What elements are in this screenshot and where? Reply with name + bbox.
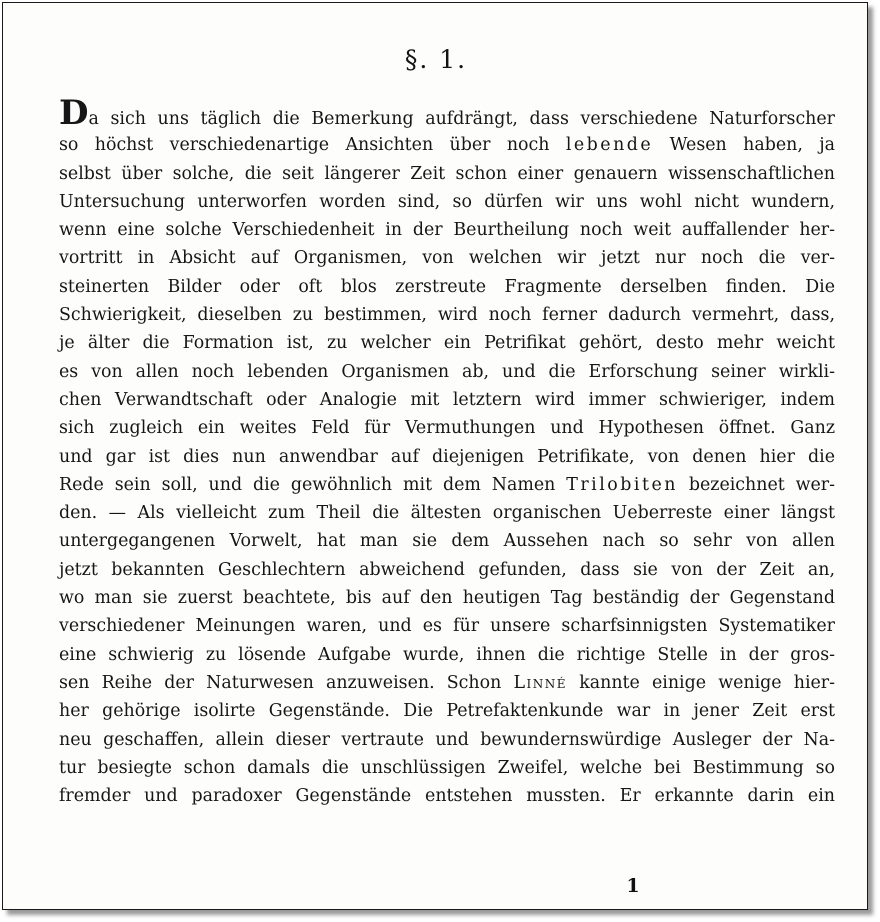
text-line: es von allen noch lebenden Organismen ab, und die Erforschung seiner wirkli- xyxy=(59,361,835,382)
text-line: wo man sie zuerst beachtete, bis auf den heutigen Tag beständig der Gegenstand xyxy=(59,588,835,609)
text-line xyxy=(59,669,835,697)
text-run: kannte einige wenige hier- xyxy=(567,672,835,693)
text-line xyxy=(59,471,835,499)
text-line: Untersuchung unterworfen worden sind, so dürfen wir uns wohl nicht wundern, xyxy=(59,191,835,212)
text-line: neu geschaffen, allein dieser vertraute und bewundernswürdige Ausleger der Na- xyxy=(59,729,835,750)
text-line: untergegangenen Vorwelt, hat man sie dem Aussehen nach so sehr von allen xyxy=(59,531,835,552)
text-line: tur besiegte schon damals die unschlüssigen Zweifel, welche bei Bestimmung so xyxy=(59,757,835,778)
text-line xyxy=(59,131,835,159)
text-run: a sich uns täglich die Bemerkung aufdrängt, dass verschiedene Naturforscher xyxy=(88,109,835,129)
page-number: 1 xyxy=(626,875,640,897)
drop-initial: D xyxy=(59,93,89,133)
text-line: sich zugleich ein weites Feld für Vermuthungen und Hypothesen öffnet. Ganz xyxy=(59,418,835,439)
text-line: selbst über solche, die seit längerer Zeit schon einer genauern wissenschaftlichen xyxy=(59,163,835,184)
text-line: den. — Als vielleicht zum Theil die ältesten organischen Ueberreste einer längst xyxy=(59,503,835,524)
text-line: jetzt bekannten Geschlechtern abweichend gefunden, dass sie von der Zeit an, xyxy=(59,559,835,580)
text-run: bezeichnet wer- xyxy=(677,474,835,495)
text-line: vortritt in Absicht auf Organismen, von welchen wir jetzt nur noch die ver- xyxy=(59,248,835,269)
text-line: wenn eine solche Verschiedenheit in der Beurtheilung noch weit auffallender her- xyxy=(59,220,835,241)
text-run: Wesen haben, ja xyxy=(653,135,835,156)
text-line: her gehörige isolirte Gegenstände. Die Petrefaktenkunde war in jener Zeit erst xyxy=(59,701,835,722)
text-line xyxy=(59,93,835,133)
text-line: fremder und paradoxer Gegenstände entstehen mussten. Er erkannte darin ein xyxy=(59,786,835,807)
emphasis-run: lebende xyxy=(565,135,654,156)
text-line: Schwierigkeit, dieselben zu bestimmen, wird noch ferner dadurch vermehrt, dass, xyxy=(59,305,835,326)
page xyxy=(2,2,868,910)
text-run: Rede sein soll, und die gewöhnlich mit dem Namen xyxy=(59,474,567,495)
section-heading: §. 1. xyxy=(404,45,468,74)
text-line: chen Verwandtschaft oder Analogie mit letztern wird immer schwieriger, indem xyxy=(59,389,835,410)
text-line: steinerten Bilder oder oft blos zerstreute Fragmente derselben finden. Die xyxy=(59,276,835,297)
text-line: eine schwierig zu lösende Aufgabe wurde, ihnen die richtige Stelle in der gros- xyxy=(59,644,835,665)
text-line: verschiedener Meinungen waren, und es für unsere scharfsinnigsten Systematiker xyxy=(59,616,835,637)
text-line: je älter die Formation ist, zu welcher ein Petrifikat gehört, desto mehr weicht xyxy=(59,333,835,354)
emphasis-run: Trilobiten xyxy=(566,474,678,495)
text-line: und gar ist dies nun anwendbar auf diejenigen Petrifikate, von denen hier die xyxy=(59,446,835,467)
text-run: so höchst verschiedenartige Ansichten über noch xyxy=(59,135,566,156)
text-run: sen Reihe der Naturwesen anzuweisen. Schon xyxy=(59,672,514,693)
author-name: Linné xyxy=(513,672,568,693)
body-paragraph xyxy=(59,93,835,810)
